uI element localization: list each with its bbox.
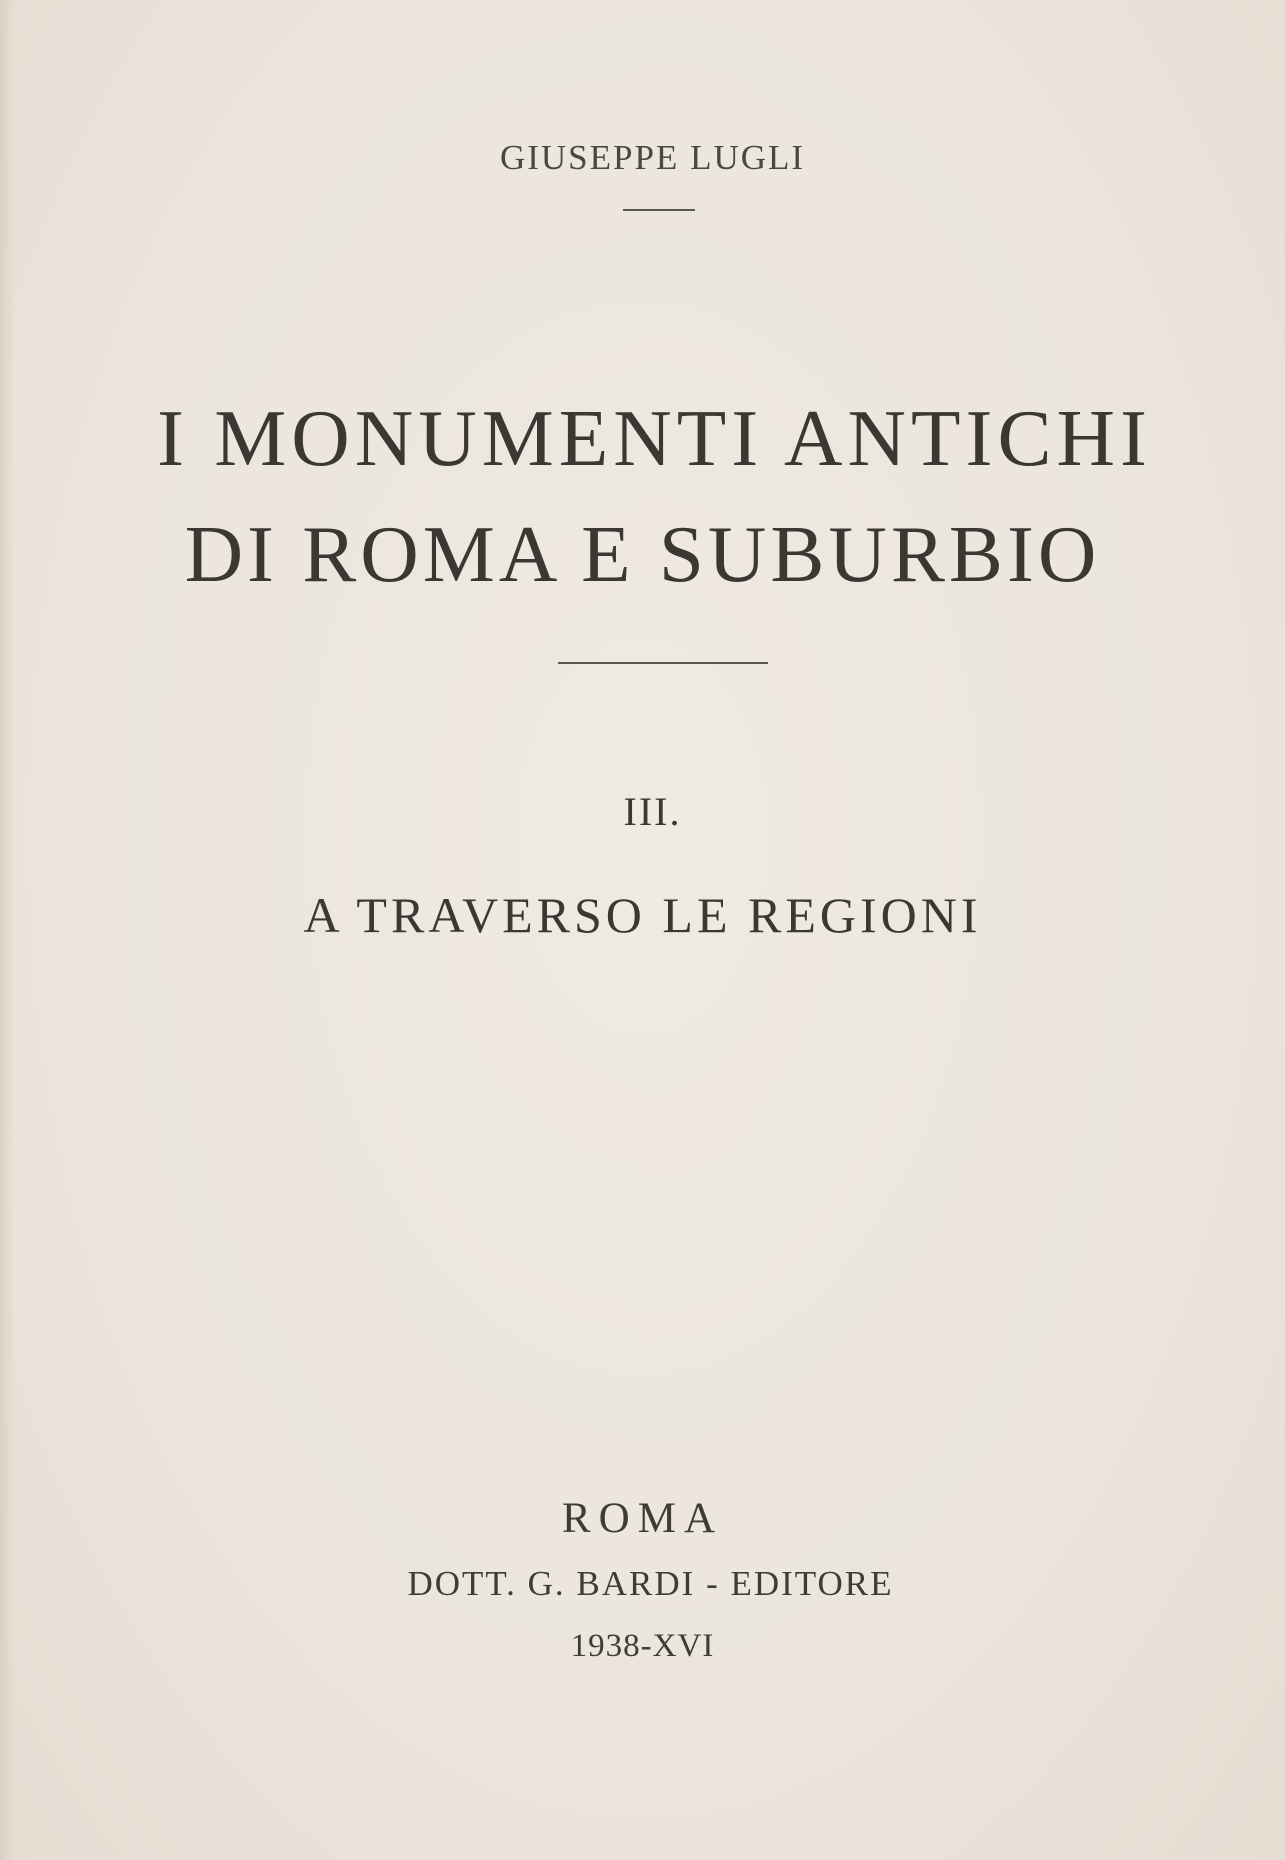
author-divider — [623, 209, 695, 211]
book-title-line-1: I MONUMENTI ANTICHI — [157, 393, 1152, 483]
volume-subtitle: A TRAVERSO LE REGIONI — [303, 887, 982, 943]
book-title-line-2: DI ROMA E SUBURBIO — [184, 509, 1101, 599]
publication-city: ROMA — [561, 1495, 724, 1542]
title-divider — [558, 662, 768, 664]
publication-year: 1938-XVI — [570, 1628, 715, 1664]
author-name: GIUSEPPE LUGLI — [499, 138, 806, 177]
publisher-name: DOTT. G. BARDI - EDITORE — [407, 1564, 894, 1603]
volume-number: III. — [623, 789, 682, 834]
